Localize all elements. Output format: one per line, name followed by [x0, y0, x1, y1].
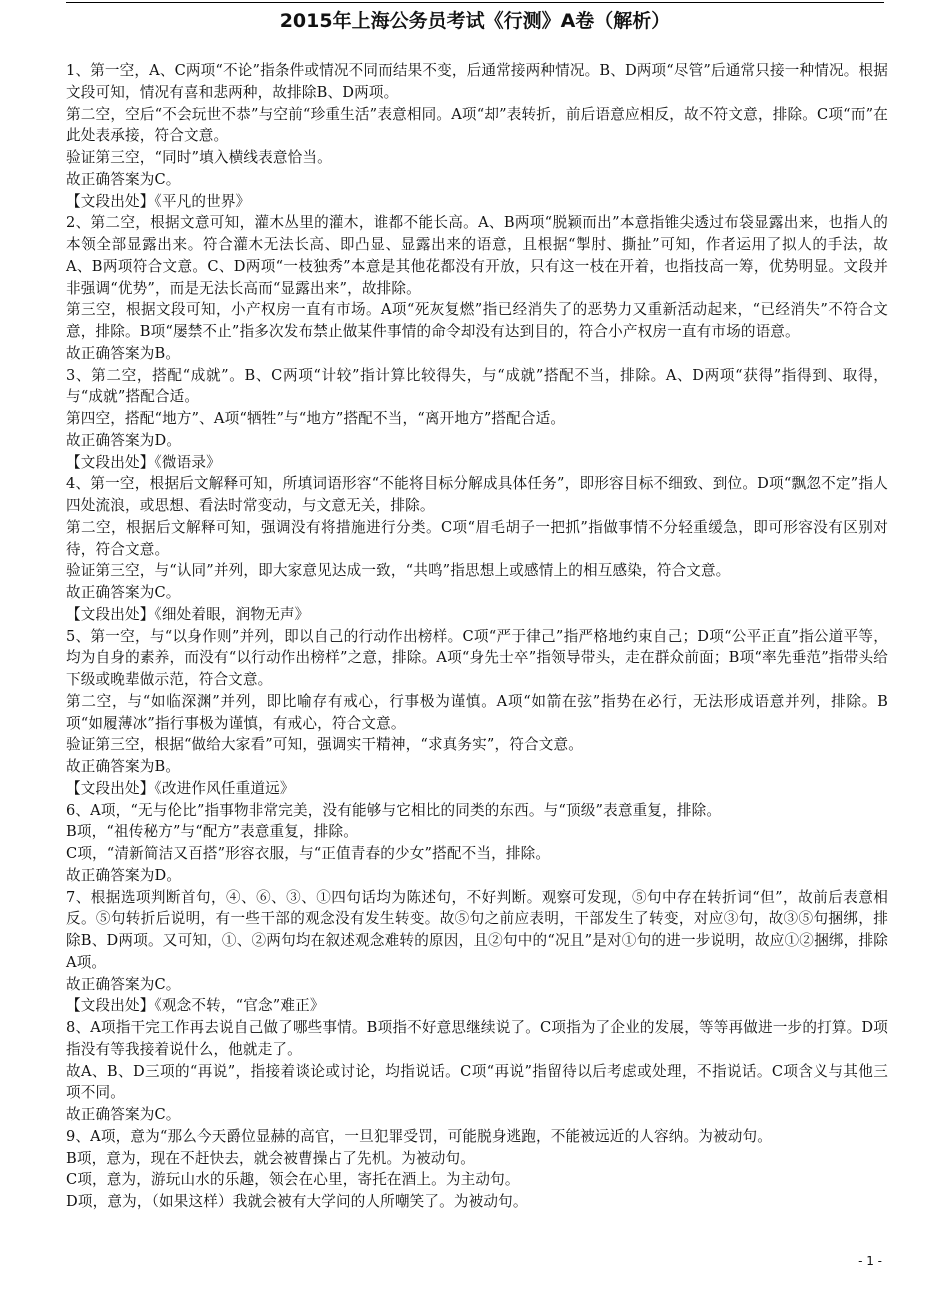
paragraph: C项，意为，游玩山水的乐趣，领会在心里，寄托在酒上。为主动句。 — [66, 1171, 520, 1189]
paragraph: 故A、B、D三项的“再说”，指接着谈论或讨论，均指说话。C项“再说”指留待以后考虑或处理，不指说话。C项含义与其他三项不同。 — [66, 1062, 888, 1102]
paragraph: 第二空，与“如临深渊”并列，即比喻存有戒心，行事极为谨慎。A项“如箭在弦”指势在必行，无法形成语意并列，排除。B项“如履薄冰”指行事极为谨慎，有戒心，符合文意。 — [66, 692, 888, 732]
paragraph: 验证第三空，与“认同”并列，即大家意见达成一致，“共鸣”指思想上或感情上的相互感染，符合文意。 — [66, 562, 731, 580]
paragraph: 故正确答案为B。 — [66, 758, 181, 775]
paragraph: D项，意为，（如果这样）我就会被有大学问的人所嘲笑了。为被动句。 — [66, 1193, 528, 1210]
paragraph: 故正确答案为D。 — [66, 866, 182, 884]
document-title: 2015年上海公务员考试《行测》A卷（解析） — [279, 10, 671, 32]
paragraph: 第二空，空后“不会玩世不恭”与空前“珍重生活”表意相同。A项“却”表转折，前后语意应相反，故不符文意，排除。C项“而”在此处表承接，符合文意。 — [66, 105, 888, 145]
paragraph: 故正确答案为C。 — [66, 975, 181, 993]
source-citation: 【文段出处】《平凡的世界》 — [66, 192, 251, 210]
paragraph: 验证第三空，根据“做给大家看”可知，强调实干精神，“求真务实”，符合文意。 — [66, 736, 583, 754]
paragraph: 5、第一空，与“以身作则”并列，即以自己的行动作出榜样。C项“严于律己”指严格地约束自己；D项“公平正直”指公道平等，均为自身的素养，而没有“以行动作出榜样”之意，排除。A项“身先士卒”指领导带头，走在群众前面；B项“率先垂范”指带头给下级或晚辈做示范，符合文意。 — [66, 627, 888, 688]
paragraph: 验证第三空，“同时”填入横线表意恰当。 — [66, 149, 332, 166]
source-citation: 【文段出处】《改进作风任重道远》 — [66, 779, 295, 797]
source-citation: 【文段出处】《观念不转，“官念”难正》 — [66, 997, 325, 1015]
paragraph: 故正确答案为C。 — [66, 170, 181, 188]
paragraph: 1、第一空，A、C两项“不论”指条件或情况不同而结果不变，后通常接两种情况。B、D两项“尽管”后通常只接一种情况。根据文段可知，情况有喜和悲两种，故排除B、D两项。 — [66, 62, 888, 101]
paragraph: C项，“清新简洁又百搭”形容衣服，与“正值青春的少女”搭配不当，排除。 — [66, 845, 551, 862]
paragraph: 4、第一空，根据后文解释可知，所填词语形容“不能将目标分解成具体任务”，即形容目标不细致、到位。D项“飘忽不定”指人四处流浪，或思想、看法时常变动，与文意无关，排除。 — [66, 475, 888, 514]
document-body — [66, 60, 888, 1213]
paragraph: 2、第二空，根据文意可知，灌木丛里的灌木，谁都不能长高。A、B两项“脱颖而出”本意指锥尖透过布袋显露出来，也指人的本领全部显露出来。符合灌木无法长高、即凸显、显露出来的语意，且根据“掣肘、撕扯”可知，作者运用了拟人的手法，故A、B两项符合文意。C、D两项“一枝独秀”本意是其他花都没有开放，只有这一枝在开着，也指技高一筹，优势明显。文段并非强调“优势”，而是无法长高而“显露出来”，故排除。 — [66, 214, 888, 297]
source-citation: 【文段出处】《细处着眼，润物无声》 — [66, 605, 310, 623]
paragraph: 故正确答案为C。 — [66, 584, 181, 601]
paragraph: 8、A项指干完工作再去说自己做了哪些事情。B项指不好意思继续说了。C项指为了企业的发展，等等再做进一步的打算。D项指没有等我接着说什么，他就走了。 — [66, 1019, 888, 1058]
source-citation: 【文段出处】《微语录》 — [66, 453, 221, 471]
paragraph: 9、A项，意为“那么今天爵位显赫的高官，一旦犯罪受罚，可能脱身逃跑，不能被远近的人容纳。为被动句。 — [66, 1127, 772, 1145]
paragraph: B项，“祖传秘方”与“配方”表意重复，排除。 — [66, 823, 358, 841]
paragraph: 6、A项，“无与伦比”指事物非常完美，没有能够与它相比的同类的东西。与“顶级”表意重复，排除。 — [66, 801, 722, 819]
paragraph: 第二空，根据后文解释可知，强调没有将措施进行分类。C项“眉毛胡子一把抓”指做事情不分轻重缓急，即可形容没有区别对待，符合文意。 — [66, 518, 888, 558]
paragraph: 7、根据选项判断首句，④、⑥、③、①四句话均为陈述句，不好判断。观察可发现，⑤句中存在转折词“但”，故前后表意相反。⑤句转折后说明，有一些干部的观念没有发生转变。故⑤句之前应表明，干部发生了转变，对应③句，故③⑤句捆绑，排除B、D两项。又可知，①、②两句均在叙述观念难转的原因，且②句中的“况且”是对①句的进一步说明，故应①②捆绑，排除A项。 — [66, 888, 888, 971]
header-rule — [66, 2, 884, 3]
paragraph: 第四空，搭配“地方”、A项“牺牲”与“地方”搭配不当，“离开地方”搭配合适。 — [66, 410, 566, 427]
page-number: - 1 - — [858, 1254, 882, 1268]
paragraph: 故正确答案为C。 — [66, 1106, 181, 1123]
paragraph: 故正确答案为B。 — [66, 344, 181, 362]
paragraph: 3、第二空，搭配“成就”。B、C两项“计较”指计算比较得失，与“成就”搭配不当，排除。A、D两项“获得”指得到、取得，与“成就”搭配合适。 — [66, 366, 888, 406]
paragraph: 故正确答案为D。 — [66, 431, 182, 449]
paragraph: 第三空，根据文段可知，小产权房一直有市场。A项“死灰复燃”指已经消失了的恶势力又重新活动起来，“已经消失”不符合文意，排除。B项“屡禁不止”指多次发布禁止做某件事情的命令却没有达到目的，符合小产权房一直有市场的语意。 — [66, 301, 888, 340]
paragraph: B项，意为，现在不赶快去，就会被曹操占了先机。为被动句。 — [66, 1149, 475, 1167]
